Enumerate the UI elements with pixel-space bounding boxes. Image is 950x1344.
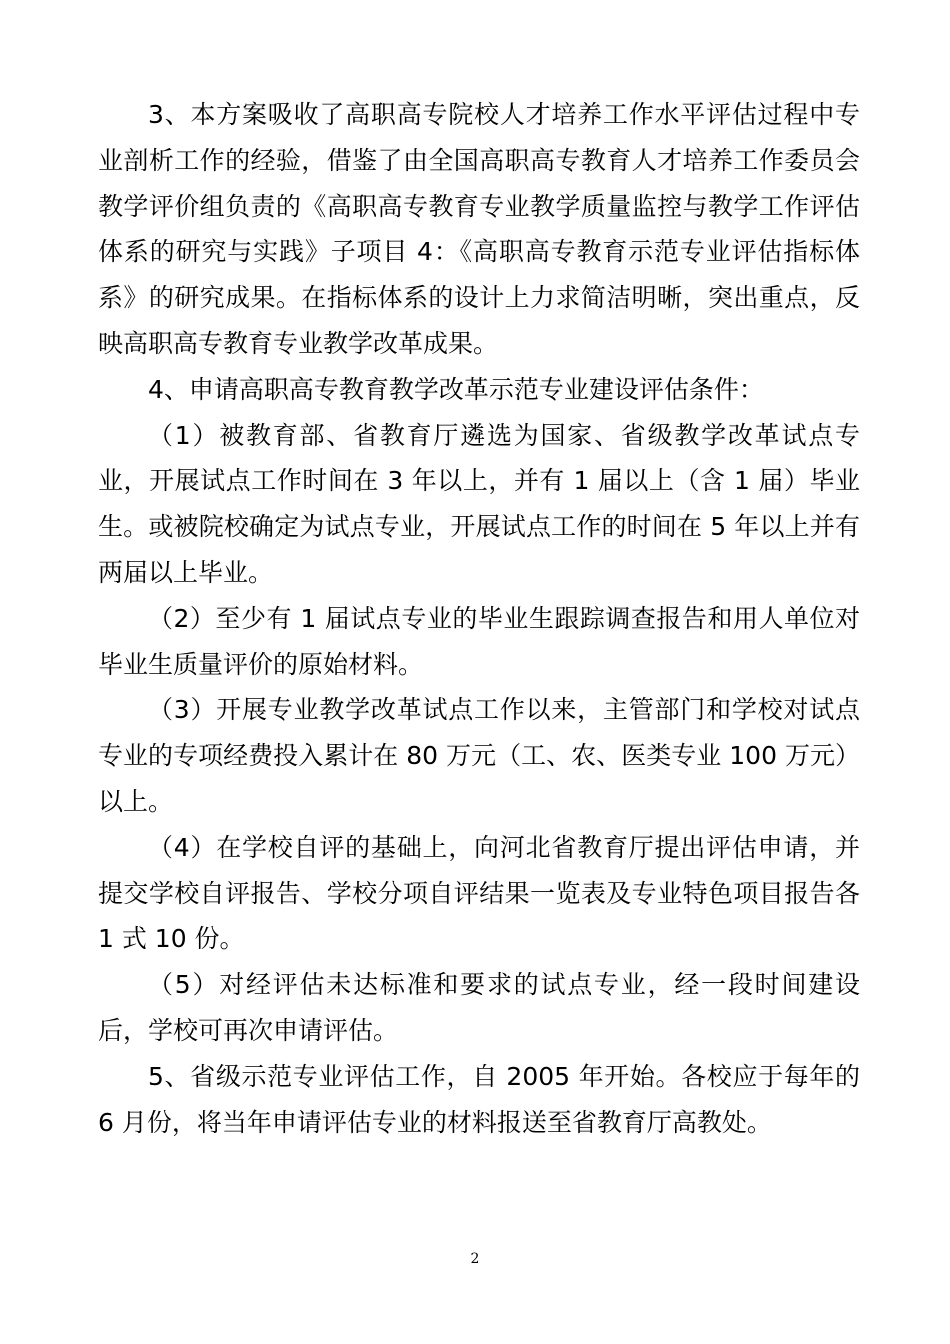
paragraph-item-3: 3、本方案吸收了高职高专院校人才培养工作水平评估过程中专业剖析工作的经验，借鉴了由全国高职高专教育人才培养工作委员会教学评价组负责的《高职高专教育专业教学质量监控与教学工作评估体系的研究与实践》子项目 4：《高职高专教育示范专业评估指标体系》的研究成果。在指标体系的设计上力求简洁明晰，突出重点，反映高职高专教育专业教学改革成果。	[98, 100, 860, 358]
paragraph-condition-4: （4）在学校自评的基础上，向河北省教育厅提出评估申请，并提交学校自评报告、学校分项自评结果一览表及专业特色项目报告各 1 式 10 份。	[98, 832, 860, 954]
paragraph-condition-2: （2）至少有 1 届试点专业的毕业生跟踪调查报告和用人单位对毕业生质量评价的原始材料。	[98, 603, 860, 679]
paragraph-condition-3: （3）开展专业教学改革试点工作以来，主管部门和学校对试点专业的专项经费投入累计在 80 万元（工、农、医类专业 100 万元）以上。	[98, 695, 860, 816]
paragraph-item-5: 5、省级示范专业评估工作，自 2005 年开始。各校应于每年的 6 月份，将当年申请评估专业的材料报送至省教育厅高教处。	[98, 1061, 860, 1137]
document-body	[98, 92, 860, 1145]
paragraph-condition-1: （1）被教育部、省教育厅遴选为国家、省级教学改革试点专业，开展试点工作时间在 3 年以上，并有 1 届以上（含 1 届）毕业生。或被院校确定为试点专业，开展试点工作的时间在 5 年以上并有两届以上毕业。	[98, 420, 860, 587]
paragraph-condition-5: （5）对经评估未达标准和要求的试点专业，经一段时间建设后，学校可再次申请评估。	[98, 970, 860, 1045]
paragraph-item-4: 4、申请高职高专教育教学改革示范专业建设评估条件：	[148, 374, 764, 404]
page-number: 2	[470, 1251, 480, 1267]
